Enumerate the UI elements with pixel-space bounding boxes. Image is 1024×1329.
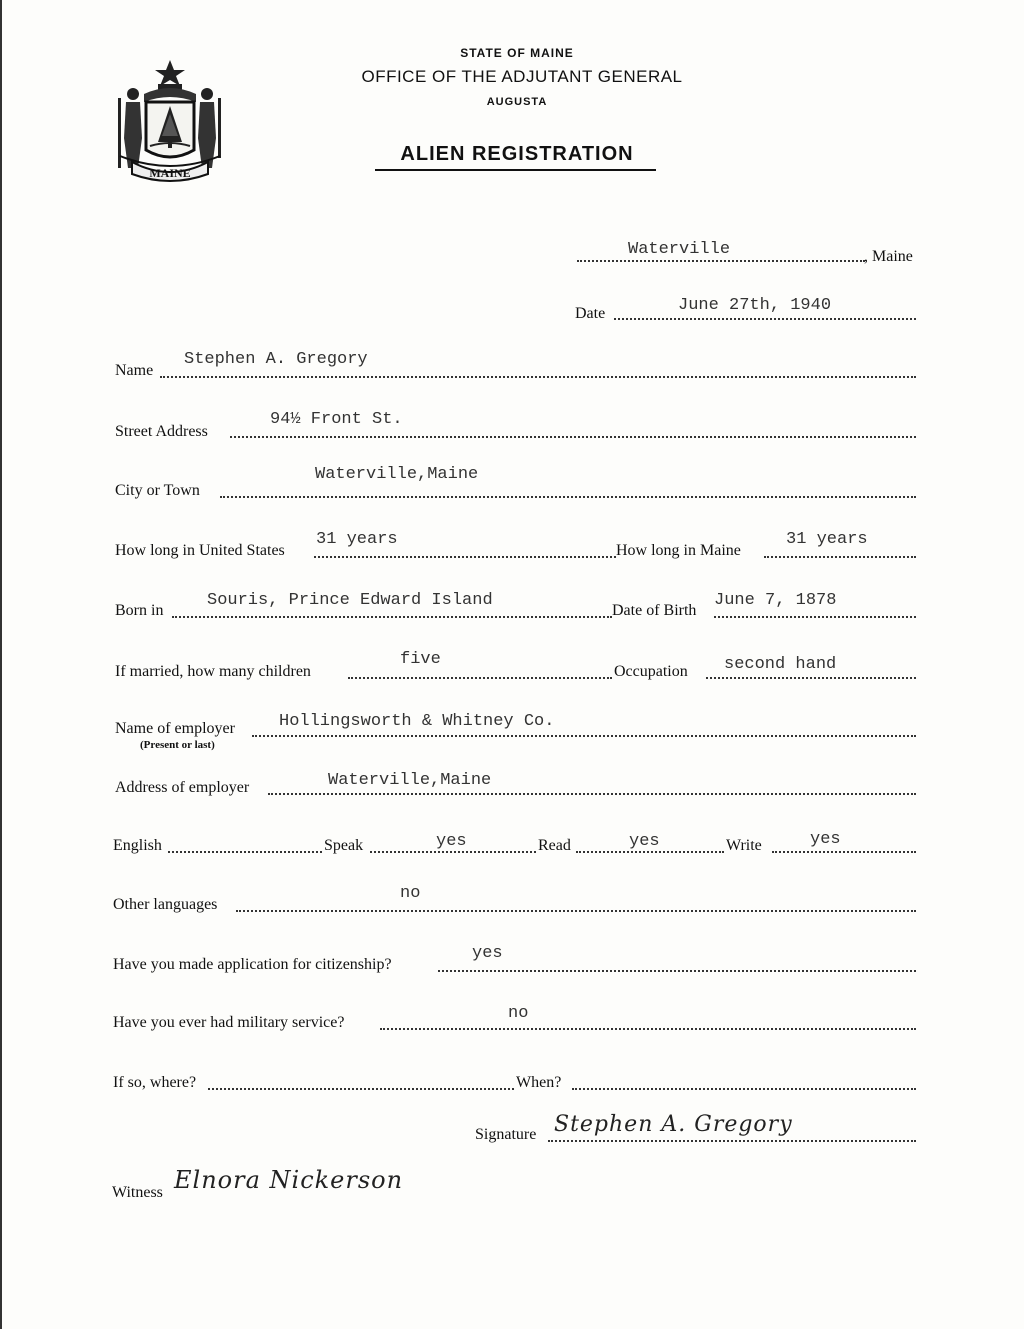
name-label: Name <box>115 362 154 379</box>
city-town-label: City or Town <box>115 482 200 499</box>
write-label: Write <box>726 837 762 854</box>
children-value[interactable]: five <box>400 650 441 669</box>
when-label: When? <box>516 1074 562 1091</box>
street-line <box>230 436 916 438</box>
speak-value[interactable]: yes <box>436 832 467 851</box>
occupation-value[interactable]: second hand <box>724 655 837 674</box>
how-long-us-label: How long in United States <box>115 542 285 559</box>
office-heading: OFFICE OF THE ADJUTANT GENERAL <box>361 67 683 86</box>
children-line <box>348 677 612 679</box>
witness-signature[interactable]: Elnora Nickerson <box>174 1166 404 1194</box>
seal-lettering: MAINE <box>149 166 191 180</box>
employer-line <box>252 735 916 737</box>
born-in-label: Born in <box>115 602 164 619</box>
city-town-line <box>220 496 916 498</box>
citizenship-value[interactable]: yes <box>472 944 503 963</box>
read-label: Read <box>538 837 571 854</box>
date-line <box>614 318 916 320</box>
date-value[interactable]: June 27th, 1940 <box>678 296 832 315</box>
street-label: Street Address <box>115 423 208 440</box>
employer-address-line <box>268 793 916 795</box>
occupation-label: Occupation <box>614 663 688 680</box>
citizenship-line <box>438 970 916 972</box>
english-line <box>168 851 322 853</box>
employer-label: Name of employer <box>115 720 235 737</box>
military-label: Have you ever had military service? <box>113 1014 345 1031</box>
read-line <box>576 851 724 853</box>
title-underline <box>375 169 656 171</box>
signature-line <box>548 1140 916 1142</box>
date-label: Date <box>575 305 606 322</box>
date-of-birth-value[interactable]: June 7, 1878 <box>714 591 837 610</box>
location-label: , Maine <box>864 248 913 265</box>
speak-line <box>370 851 536 853</box>
name-line <box>160 376 916 378</box>
other-languages-value[interactable]: no <box>400 884 421 903</box>
how-long-maine-line <box>764 556 916 558</box>
other-languages-label: Other languages <box>113 896 218 913</box>
name-value[interactable]: Stephen A. Gregory <box>184 350 368 369</box>
children-label: If married, how many children <box>115 663 311 680</box>
signature-value[interactable]: Stephen A. Gregory <box>554 1112 793 1137</box>
state-heading: STATE OF MAINE <box>460 46 574 60</box>
other-languages-line <box>236 910 916 912</box>
born-in-value[interactable]: Souris, Prince Edward Island <box>207 591 493 610</box>
witness-label: Witness <box>112 1184 163 1201</box>
military-line <box>380 1028 916 1030</box>
born-in-line <box>172 616 612 618</box>
how-long-us-value[interactable]: 31 years <box>316 530 398 549</box>
date-of-birth-label: Date of Birth <box>612 602 697 619</box>
read-value[interactable]: yes <box>629 832 660 851</box>
english-label: English <box>113 837 162 854</box>
form-title: ALIEN REGISTRATION <box>400 143 634 165</box>
location-line <box>577 260 865 262</box>
speak-label: Speak <box>324 837 364 854</box>
employer-sublabel: (Present or last) <box>140 739 215 751</box>
location-value[interactable]: Waterville <box>628 240 731 259</box>
military-value[interactable]: no <box>508 1004 529 1023</box>
how-long-us-line <box>314 556 616 558</box>
occupation-line <box>706 677 916 679</box>
employer-address-label: Address of employer <box>115 779 250 796</box>
where-label: If so, where? <box>113 1074 197 1091</box>
how-long-maine-value[interactable]: 31 years <box>786 530 868 549</box>
maine-state-seal-icon <box>114 58 226 186</box>
citizenship-label: Have you made application for citizenship? <box>113 956 392 973</box>
city-heading: AUGUSTA <box>486 96 548 108</box>
employer-address-value[interactable]: Waterville,Maine <box>328 771 492 790</box>
city-town-value[interactable]: Waterville,Maine <box>315 465 479 484</box>
where-line <box>208 1088 514 1090</box>
write-value[interactable]: yes <box>810 830 841 849</box>
how-long-maine-label: How long in Maine <box>616 542 741 559</box>
employer-value[interactable]: Hollingsworth & Whitney Co. <box>279 712 555 731</box>
when-line <box>572 1088 916 1090</box>
write-line <box>772 851 916 853</box>
date-of-birth-line <box>714 616 916 618</box>
signature-label: Signature <box>475 1126 537 1143</box>
street-value[interactable]: 94½ Front St. <box>270 410 403 429</box>
